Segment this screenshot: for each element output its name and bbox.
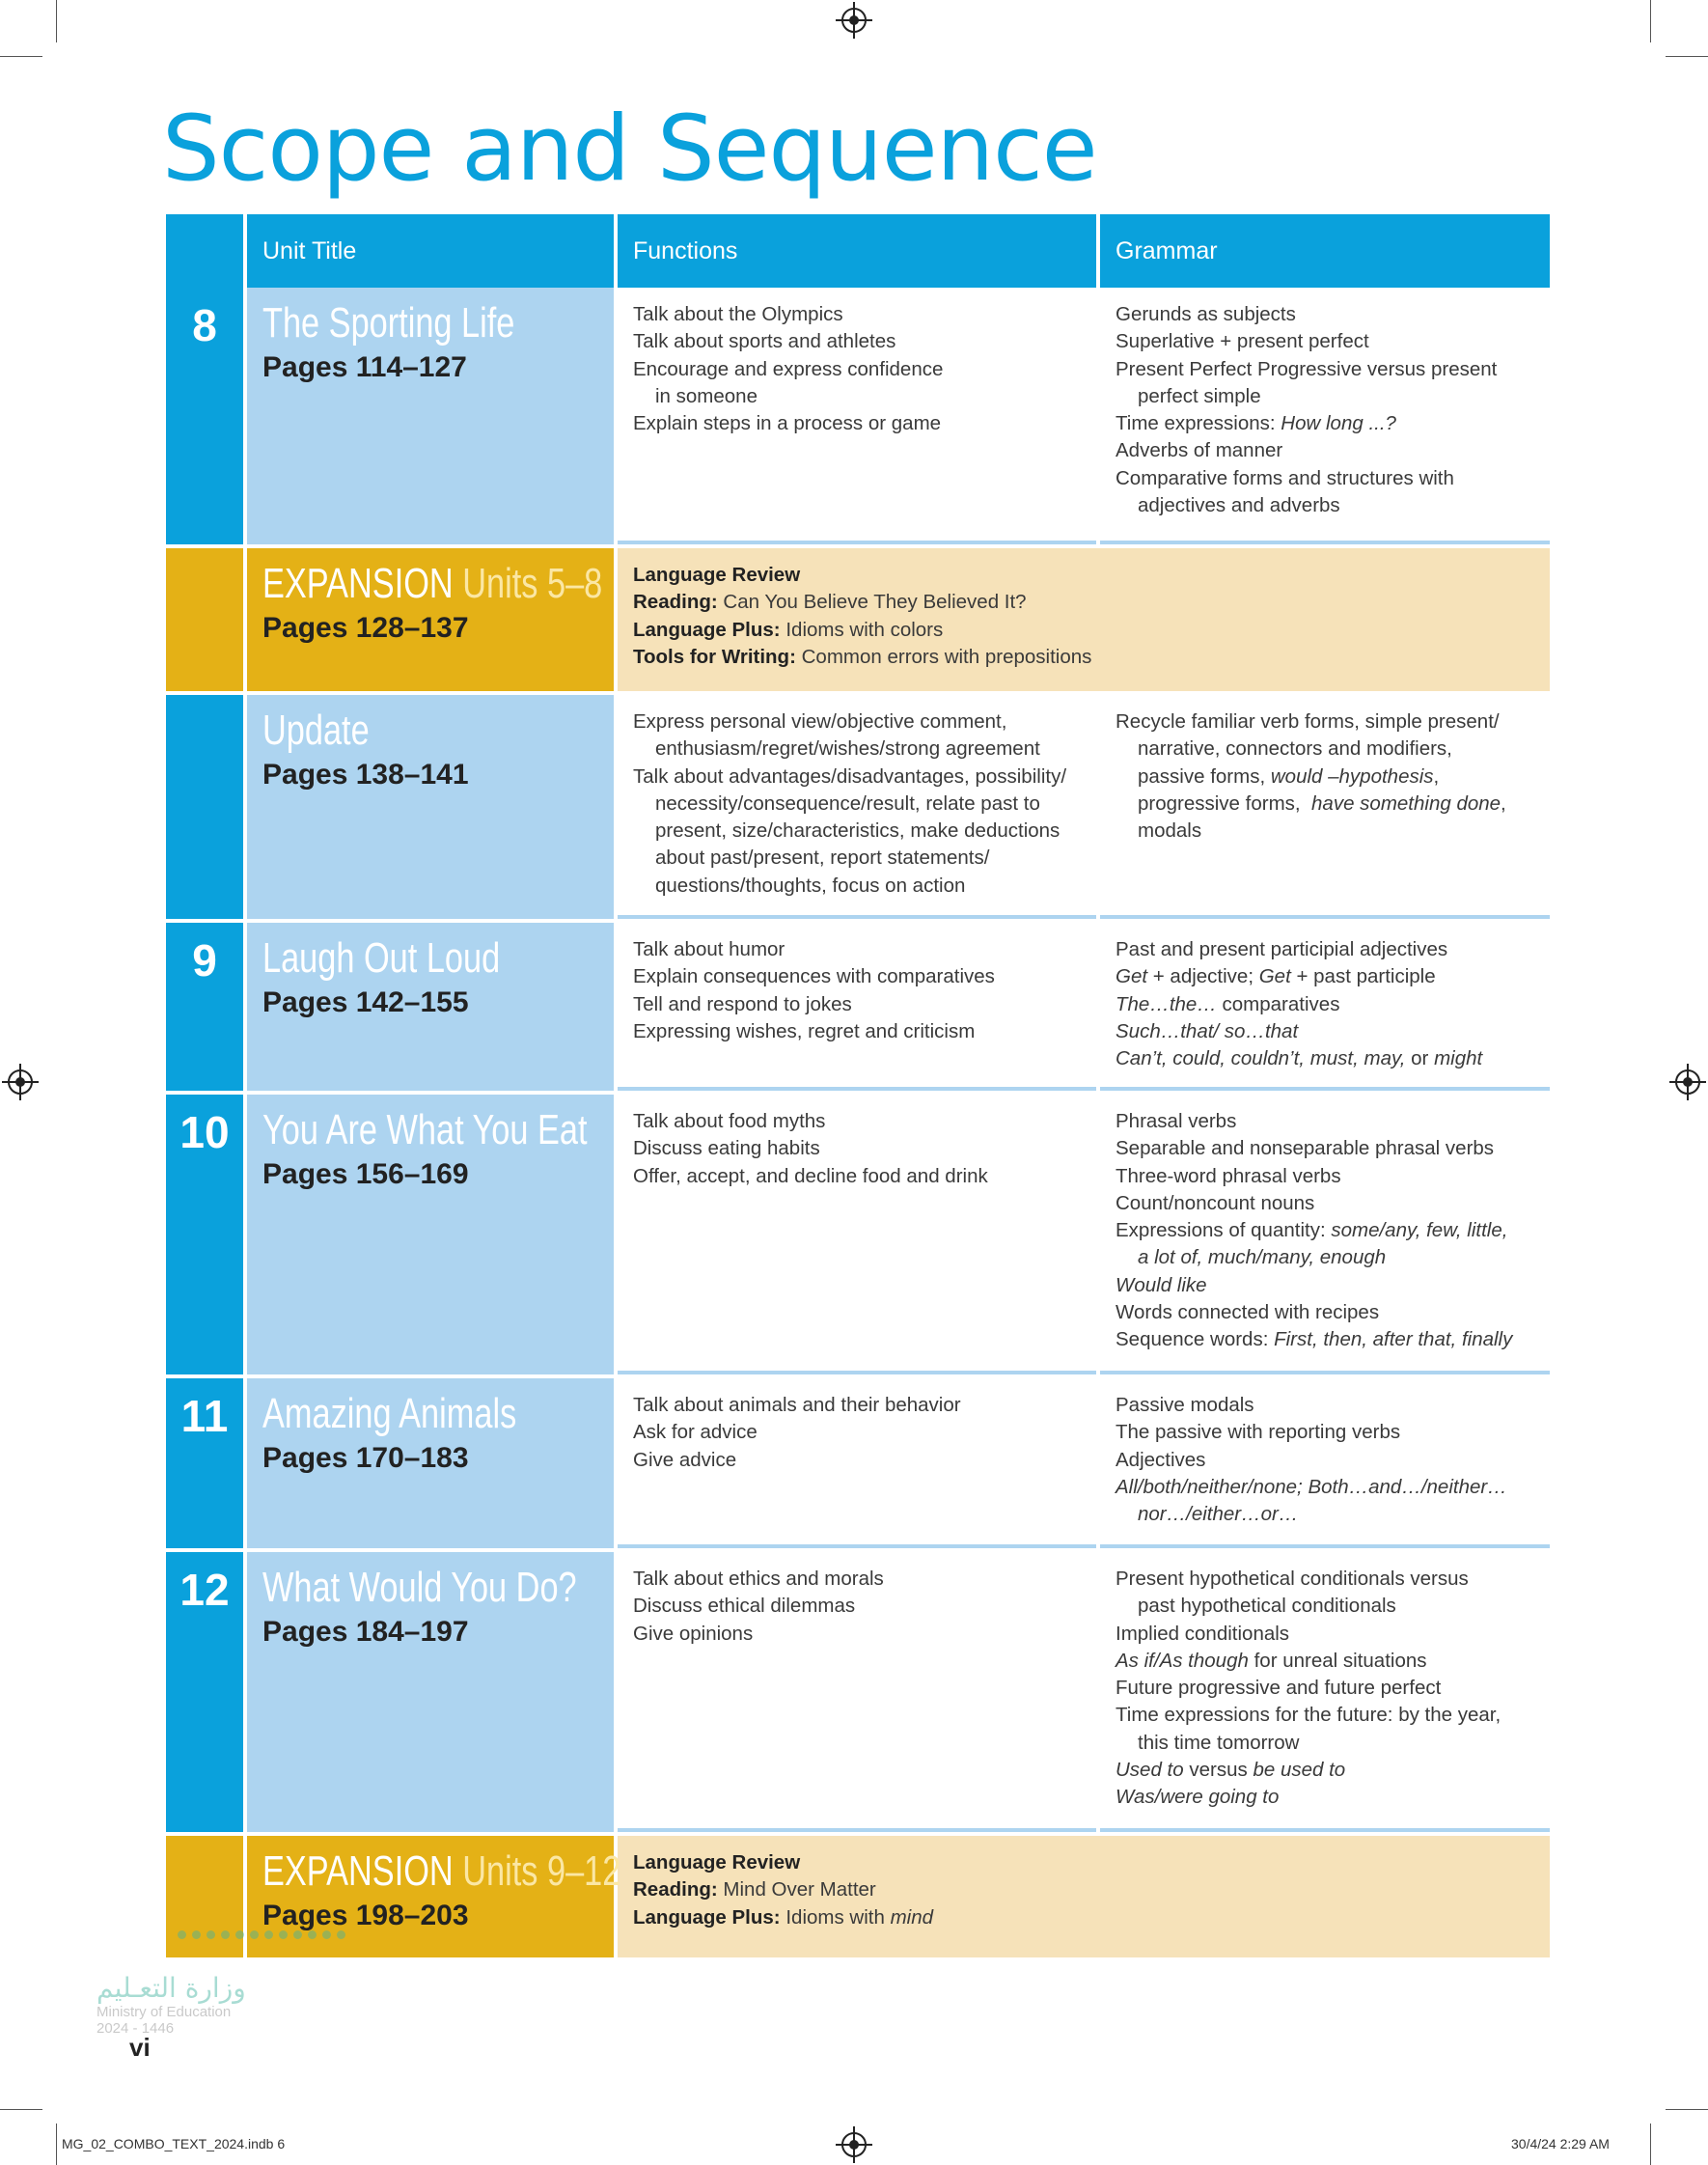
function-item: Explain consequences with comparatives	[633, 965, 995, 988]
function-item: Tell and respond to jokes	[633, 992, 852, 1015]
function-item: about past/present, report statements/	[655, 847, 990, 870]
grammar-italic: All/both/neither/none; Both…and…/neither…	[1116, 1475, 1507, 1498]
review-item	[633, 562, 1534, 589]
grammar-italic: Such…that/ so…that	[1116, 1019, 1299, 1042]
grammar-item	[1116, 991, 1534, 1018]
grammar-item: Future progressive and future perfect	[1116, 1677, 1442, 1700]
function-item: Expressing wishes, regret and criticism	[633, 1019, 976, 1042]
grammar-text: Sequence words:	[1116, 1328, 1269, 1351]
grammar-italic: As if/As though	[1116, 1649, 1249, 1672]
grammar-italic: First, then, after that, finally	[1274, 1328, 1513, 1351]
function-item: Discuss ethical dilemmas	[633, 1595, 856, 1618]
logo-english: Ministry of Education	[96, 2004, 232, 2020]
header-row	[166, 214, 1550, 288]
grammar-item: Phrasal verbs	[1116, 1110, 1237, 1132]
expansion-title	[262, 1847, 621, 1897]
grammar-item	[1116, 963, 1534, 990]
function-item: Explain steps in a process or game	[633, 412, 942, 435]
function-item: Give opinions	[633, 1622, 754, 1645]
grammar-item	[1116, 1018, 1534, 1045]
grammar-italic: some/any, few, little,	[1331, 1219, 1508, 1242]
unit-title: The Sporting Life	[262, 299, 515, 347]
unit-pages: Pages 114–127	[262, 350, 467, 383]
grammar-italic: have something done	[1311, 791, 1501, 815]
grammar-item: Recycle familiar verb forms, simple present/	[1116, 710, 1500, 733]
header-functions: Functions	[618, 214, 1096, 288]
functions-cell	[618, 695, 1096, 919]
crop-mark	[56, 0, 57, 42]
grammar-item: Three-word phrasal verbs	[1116, 1164, 1341, 1187]
expansion-word: EXPANSION	[262, 1847, 454, 1895]
grammar-italic: a lot of, much/many, enough	[1138, 1246, 1387, 1269]
crop-mark	[1666, 2109, 1708, 2110]
grammar-cell	[1100, 288, 1550, 544]
crop-mark	[1666, 56, 1708, 57]
review-text: Common errors with prepositions	[801, 645, 1092, 668]
unit-number: 8	[166, 288, 243, 544]
functions-cell	[618, 288, 1096, 544]
expansion-units: Units 9–12	[462, 1847, 621, 1895]
unit-number: 12	[166, 1552, 243, 1832]
grammar-item: Separable and nonseparable phrasal verbs	[1116, 1137, 1495, 1160]
grammar-italic: Was/were going to	[1116, 1786, 1280, 1809]
unit-title-cell	[247, 1378, 614, 1548]
unit-row	[166, 288, 1550, 544]
grammar-item	[1116, 1474, 1534, 1501]
crop-mark	[56, 2123, 57, 2165]
scope-table	[162, 214, 1554, 1957]
grammar-item: Implied conditionals	[1116, 1622, 1290, 1645]
grammar-item	[1116, 1326, 1534, 1353]
expansion-word: EXPANSION	[262, 560, 454, 607]
function-item: Talk about sports and athletes	[633, 330, 896, 353]
grammar-cell	[1100, 1552, 1550, 1832]
unit-row	[166, 1378, 1550, 1548]
grammar-italic: Get	[1258, 965, 1291, 988]
functions-cell	[618, 1552, 1096, 1832]
header-unit-title: Unit Title	[247, 214, 614, 288]
function-item: Discuss eating habits	[633, 1137, 820, 1160]
grammar-item: Adverbs of manner	[1116, 439, 1283, 462]
grammar-italic: Used to	[1116, 1759, 1184, 1782]
crop-mark	[0, 56, 42, 57]
unit-title: Amazing Animals	[262, 1390, 517, 1437]
review-item	[633, 644, 1534, 671]
unit-pages: Pages 184–197	[262, 1615, 469, 1648]
review-label: Reading:	[633, 591, 718, 614]
grammar-cell	[1100, 923, 1550, 1091]
review-label: Language Review	[633, 1851, 801, 1874]
grammar-item	[1116, 1272, 1534, 1299]
expansion-units: Units 5–8	[462, 560, 603, 607]
expansion-row	[166, 548, 1550, 691]
grammar-item	[1116, 1045, 1534, 1072]
unit-pages: Pages 138–141	[262, 758, 469, 791]
grammar-text: Time expressions:	[1116, 412, 1276, 435]
review-item	[633, 589, 1534, 616]
review-text: Can You Believe They Believed It?	[723, 591, 1027, 614]
registration-mark-icon	[1675, 1069, 1700, 1095]
grammar-text: passive forms,	[1138, 764, 1266, 788]
grammar-item	[1116, 791, 1534, 818]
grammar-item	[1116, 1757, 1534, 1784]
unit-number: 9	[166, 923, 243, 1091]
unit-number: 11	[166, 1378, 243, 1548]
grammar-cell	[1100, 1378, 1550, 1548]
grammar-item	[1116, 1784, 1534, 1811]
unit-number	[166, 695, 243, 919]
grammar-item: Gerunds as subjects	[1116, 303, 1296, 325]
unit-pages: Pages 156–169	[262, 1157, 469, 1190]
unit-title: Update	[262, 707, 370, 754]
grammar-italic: would –hypothesis	[1270, 764, 1434, 788]
grammar-italic: Would like	[1116, 1273, 1207, 1296]
function-item: Offer, accept, and decline food and drink	[633, 1164, 988, 1187]
functions-cell	[618, 923, 1096, 1091]
grammar-item: Time expressions for the future: by the year,	[1116, 1704, 1501, 1727]
function-item: in someone	[655, 384, 758, 407]
page-title: Scope and Sequence	[162, 97, 1097, 202]
grammar-item: Present Perfect Progressive versus present	[1116, 357, 1498, 380]
grammar-italic: Can’t, could, couldn’t, must, may,	[1116, 1047, 1406, 1070]
grammar-item: Count/noncount nouns	[1116, 1191, 1315, 1214]
grammar-text: for unreal situations	[1253, 1649, 1427, 1672]
grammar-text: progressive forms,	[1138, 791, 1301, 815]
grammar-italic: The…the…	[1116, 992, 1217, 1015]
review-text: Mind Over Matter	[723, 1878, 876, 1901]
unit-row	[166, 695, 1550, 919]
function-item: necessity/consequence/result, relate past to	[655, 791, 1040, 815]
expansion-title-cell	[247, 548, 614, 691]
expansion-title	[262, 560, 603, 609]
page-number: vi	[129, 2033, 151, 2062]
unit-title: What Would You Do?	[262, 1564, 577, 1611]
grammar-cell	[1100, 695, 1550, 919]
expansion-review-cell	[618, 548, 1550, 691]
function-item: Talk about advantages/disadvantages, possibility/	[633, 764, 1067, 788]
grammar-text: + past participle	[1296, 965, 1436, 988]
unit-row	[166, 1552, 1550, 1832]
function-item: Encourage and express confidence	[633, 357, 944, 380]
unit-row	[166, 1095, 1550, 1374]
grammar-italic: might	[1434, 1047, 1483, 1070]
grammar-item	[1116, 1648, 1534, 1675]
unit-title: Laugh Out Loud	[262, 934, 501, 982]
expansion-review-cell	[618, 1836, 1550, 1957]
registration-mark-icon	[8, 1069, 33, 1095]
function-item: Talk about ethics and morals	[633, 1568, 884, 1590]
grammar-item	[1116, 763, 1534, 791]
grammar-italic: be used to	[1253, 1759, 1346, 1782]
registration-mark-icon	[841, 2132, 867, 2157]
function-item: Talk about animals and their behavior	[633, 1394, 961, 1416]
grammar-item: perfect simple	[1138, 384, 1261, 407]
logo-year: 2024 - 1446	[96, 2020, 175, 2037]
review-text: Idioms with colors	[785, 618, 944, 641]
grammar-italic: How long ...?	[1281, 412, 1396, 435]
crop-mark	[1650, 2123, 1651, 2165]
grammar-item: Words connected with recipes	[1116, 1301, 1380, 1324]
unit-pages: Pages 142–155	[262, 985, 469, 1018]
unit-row	[166, 923, 1550, 1091]
grammar-item: modals	[1138, 819, 1202, 843]
grammar-item	[1116, 1217, 1534, 1244]
function-item: Talk about the Olympics	[633, 303, 843, 325]
crop-mark	[1650, 0, 1651, 42]
grammar-item: Past and present participial adjectives	[1116, 938, 1448, 960]
header-grammar: Grammar	[1100, 214, 1550, 288]
review-item	[633, 1904, 1534, 1931]
grammar-text: ,	[1501, 791, 1506, 815]
grammar-cell	[1100, 1095, 1550, 1374]
grammar-text: ,	[1433, 764, 1440, 788]
unit-title-cell	[247, 1095, 614, 1374]
registration-mark-icon	[841, 8, 867, 33]
expansion-pages: Pages 198–203	[262, 1899, 469, 1931]
function-item: Talk about humor	[633, 938, 785, 960]
grammar-italic: Get	[1116, 965, 1148, 988]
unit-number: 10	[166, 1095, 243, 1374]
grammar-italic: nor…/either…or…	[1138, 1503, 1299, 1526]
unit-title-cell	[247, 923, 614, 1091]
function-item: Talk about food myths	[633, 1110, 826, 1132]
grammar-item: The passive with reporting verbs	[1116, 1421, 1401, 1444]
grammar-item: Comparative forms and structures with	[1116, 466, 1454, 489]
grammar-item	[1116, 1244, 1534, 1271]
logo-dots-icon	[178, 1930, 351, 1939]
grammar-item	[1116, 410, 1534, 437]
header-num	[166, 214, 243, 288]
grammar-item: adjectives and adverbs	[1138, 494, 1340, 517]
unit-pages: Pages 170–183	[262, 1441, 469, 1474]
review-italic: mind	[890, 1905, 934, 1929]
grammar-item: Passive modals	[1116, 1394, 1254, 1416]
grammar-text: or	[1411, 1047, 1429, 1070]
review-item	[633, 617, 1534, 644]
function-item: present, size/characteristics, make deductions	[655, 819, 1061, 843]
functions-cell	[618, 1095, 1096, 1374]
review-label: Language Review	[633, 564, 801, 586]
expansion-row	[166, 1836, 1550, 1957]
grammar-text: Expressions of quantity:	[1116, 1219, 1326, 1242]
grammar-item	[1116, 1501, 1534, 1528]
unit-title-cell	[247, 695, 614, 919]
review-item	[633, 1849, 1534, 1876]
grammar-item: past hypothetical conditionals	[1138, 1595, 1396, 1618]
review-label: Tools for Writing:	[633, 645, 796, 668]
grammar-item: Present hypothetical conditionals versus	[1116, 1568, 1469, 1590]
grammar-item: narrative, connectors and modifiers,	[1138, 737, 1452, 761]
review-label: Reading:	[633, 1878, 718, 1901]
crop-mark	[0, 2109, 42, 2110]
slug-left: MG_02_COMBO_TEXT_2024.indb 6	[62, 2136, 286, 2151]
logo-arabic: وزارة التعـليم	[96, 1972, 246, 2004]
function-item: Ask for advice	[633, 1421, 758, 1444]
grammar-text: comparatives	[1222, 992, 1340, 1015]
grammar-text: + adjective;	[1152, 965, 1254, 988]
function-item: questions/thoughts, focus on action	[655, 874, 966, 897]
review-text: Idioms with	[785, 1905, 885, 1929]
function-item: Express personal view/objective comment,	[633, 710, 1007, 733]
expansion-num-cell	[166, 548, 243, 691]
unit-title-cell	[247, 1552, 614, 1832]
function-item: enthusiasm/regret/wishes/strong agreement	[655, 737, 1040, 761]
review-item	[633, 1876, 1534, 1903]
grammar-item: Adjectives	[1116, 1448, 1206, 1471]
functions-cell	[618, 1378, 1096, 1548]
grammar-item: Superlative + present perfect	[1116, 330, 1369, 353]
grammar-text: versus	[1189, 1759, 1248, 1782]
expansion-pages: Pages 128–137	[262, 611, 469, 644]
unit-title-cell	[247, 288, 614, 544]
review-label: Language Plus:	[633, 618, 781, 641]
slug-right: 30/4/24 2:29 AM	[1511, 2136, 1610, 2151]
grammar-item: this time tomorrow	[1138, 1731, 1300, 1754]
unit-title: You Are What You Eat	[262, 1106, 588, 1153]
function-item: Give advice	[633, 1448, 737, 1471]
review-label: Language Plus:	[633, 1905, 781, 1929]
